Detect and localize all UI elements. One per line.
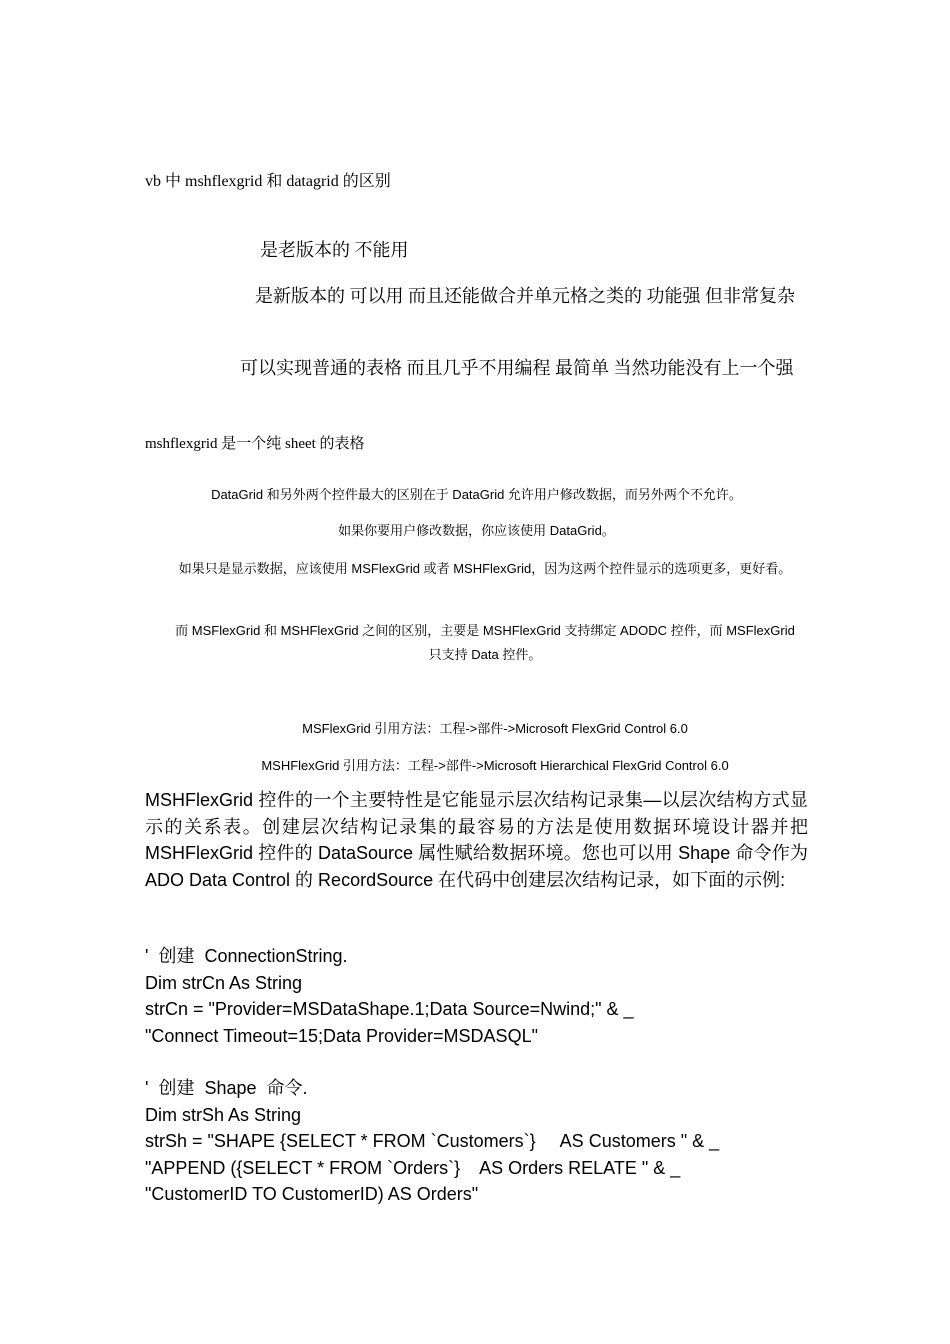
code-line: ' 创建 Shape 命令. (145, 1078, 308, 1098)
code-line: Dim strCn As String (145, 972, 303, 993)
code-line: "Connect Timeout=15;Data Provider=MSDASQL" (145, 1025, 538, 1046)
code-line: Dim strSh As String (145, 1104, 302, 1125)
document-title: vb 中 mshflexgrid 和 datagrid 的区别 (145, 173, 391, 190)
note-mshflexgrid-reference: MSHFlexGrid 引用方法：工程->部件->Microsoft Hierarchical FlexGrid Control 6.0 (261, 758, 729, 773)
code-line: strSh = "SHAPE {SELECT * FROM `Customers`} AS Customers " & _ (145, 1131, 720, 1151)
code-line: "APPEND ({SELECT * FROM `Orders`} AS Orders RELATE " & _ (145, 1157, 681, 1178)
note-flexgrid-difference: 而 MSFlexGrid 和 MSHFlexGrid 之间的区别，主要是 MSHFlexGrid 支持绑定 ADODC 控件，而 MSFlexGrid 只支持 Data 控件。 (175, 623, 795, 662)
code-line: ' 创建 ConnectionString. (145, 946, 348, 966)
paragraph-simple-table: 可以实现普通的表格 而且几乎不用编程 最简单 当然功能没有上一个强 (240, 358, 794, 378)
code-block-shape (145, 1075, 719, 1208)
note-datagrid-difference: DataGrid 和另外两个控件最大的区别在于 DataGrid 允许用户修改数据，而另外两个不允许。 (211, 487, 742, 502)
paragraph-new-version: 是新版本的 可以用 而且还能做合并单元格之类的 功能强 但非常复杂 (255, 286, 795, 306)
note-modify-data: 如果你要用户修改数据，你应该使用 DataGrid。 (338, 523, 615, 538)
main-paragraph: MSHFlexGrid 控件的一个主要特性是它能显示层次结构记录集—以层次结构方式显示的关系表。创建层次结构记录集的最容易的方法是使用数据环境设计器并把 MSHFlexGrid 控件的 DataSource 属性赋给数据环境。您也可以用 Shape 命令作为 ADO Data Control 的 RecordSource 在代码中创建层次结构记录，如下面的示例: (145, 790, 808, 890)
code-line: strCn = "Provider=MSDataShape.1;Data Source=Nwind;" & _ (145, 999, 634, 1019)
note-display-only: 如果只是显示数据，应该使用 MSFlexGrid 或者 MSHFlexGrid，因为这两个控件显示的选项更多，更好看。 (178, 561, 792, 576)
code-block-connection (145, 943, 634, 1049)
note-msflexgrid-reference: MSFlexGrid 引用方法：工程->部件->Microsoft FlexGrid Control 6.0 (302, 721, 688, 736)
code-line: "CustomerID TO CustomerID) AS Orders" (145, 1184, 479, 1204)
paragraph-sheet-table: mshflexgrid 是一个纯 sheet 的表格 (145, 436, 365, 452)
paragraph-old-version: 是老版本的 不能用 (260, 240, 409, 260)
